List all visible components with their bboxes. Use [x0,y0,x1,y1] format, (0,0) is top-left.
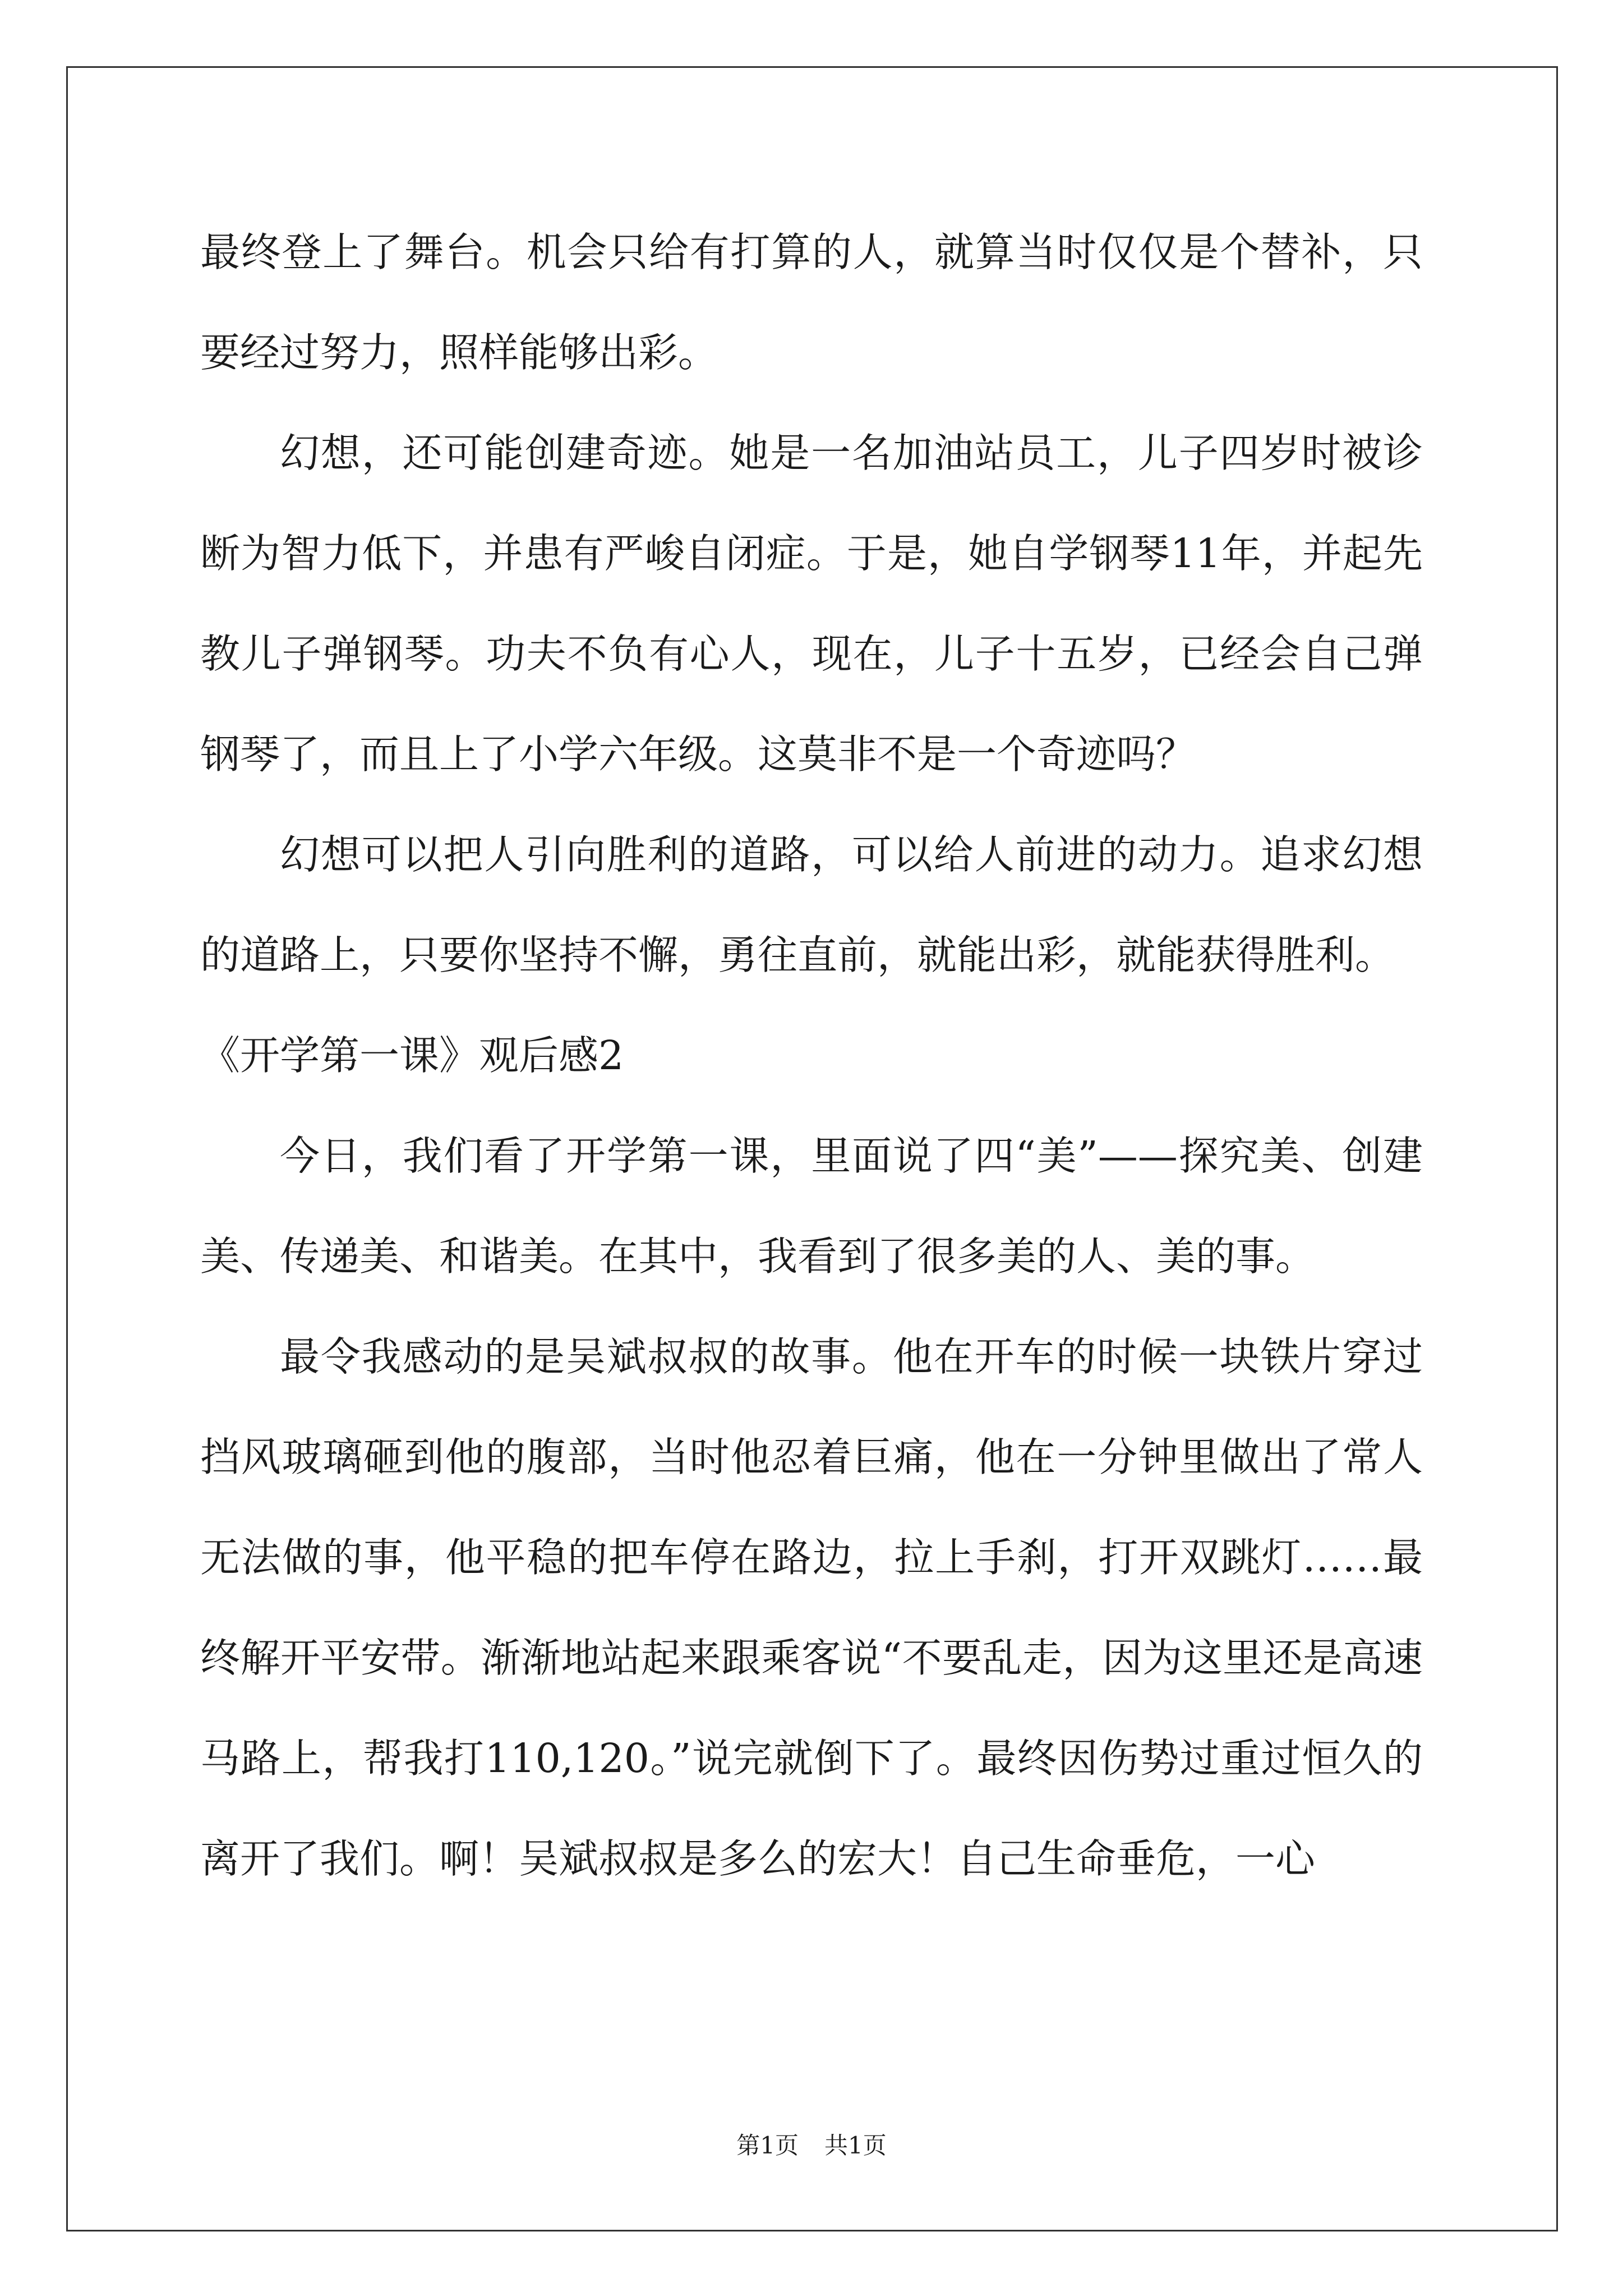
page-total: 共1页 [824,2132,887,2159]
paragraph: 幻想，还可能创建奇迹。她是一名加油站员工，儿子四岁时被诊断为智力低下，并患有严峻自闭症。于是，她自学钢琴11年，并起先教儿子弹钢琴。功夫不负有心人，现在，儿子十五岁，已经会自己弹钢琴了，而且上了小学六年级。这莫非不是一个奇迹吗？ [200,430,1423,777]
paragraph: 今日，我们看了开学第一课，里面说了四“美”——探究美、创建美、传递美、和谐美。在其中，我看到了很多美的人、美的事。 [200,1133,1423,1280]
paragraph: 幻想可以把人引向胜利的道路，可以给人前进的动力。追求幻想的道路上，只要你坚持不懈，勇往直前，就能出彩，就能获得胜利。 [200,831,1423,978]
section-heading: 《开学第一课》观后感2 [200,1032,624,1079]
page-number: 第1页 [736,2132,799,2159]
paragraph: 最令我感动的是吴斌叔叔的故事。他在开车的时候一块铁片穿过挡风玻璃砸到他的腹部，当时他忍着巨痛，他在一分钟里做出了常人无法做的事，他平稳的把车停在路边，拉上手刹，打开双跳灯……最终解开平安带。渐渐地站起来跟乘客说“不要乱走，因为这里还是高速马路上，帮我打110,120。”说完就倒下了。最终因伤势过重过恒久的离开了我们。啊！吴斌叔叔是多么的宏大！自己生命垂危，一心 [200,1333,1423,1882]
paragraph-continuation: 最终登上了舞台。机会只给有打算的人，就算当时仅仅是个替补，只要经过努力，照样能够出彩。 [200,229,1423,376]
page-footer [0,2129,1623,2162]
document-body [200,202,1423,1909]
